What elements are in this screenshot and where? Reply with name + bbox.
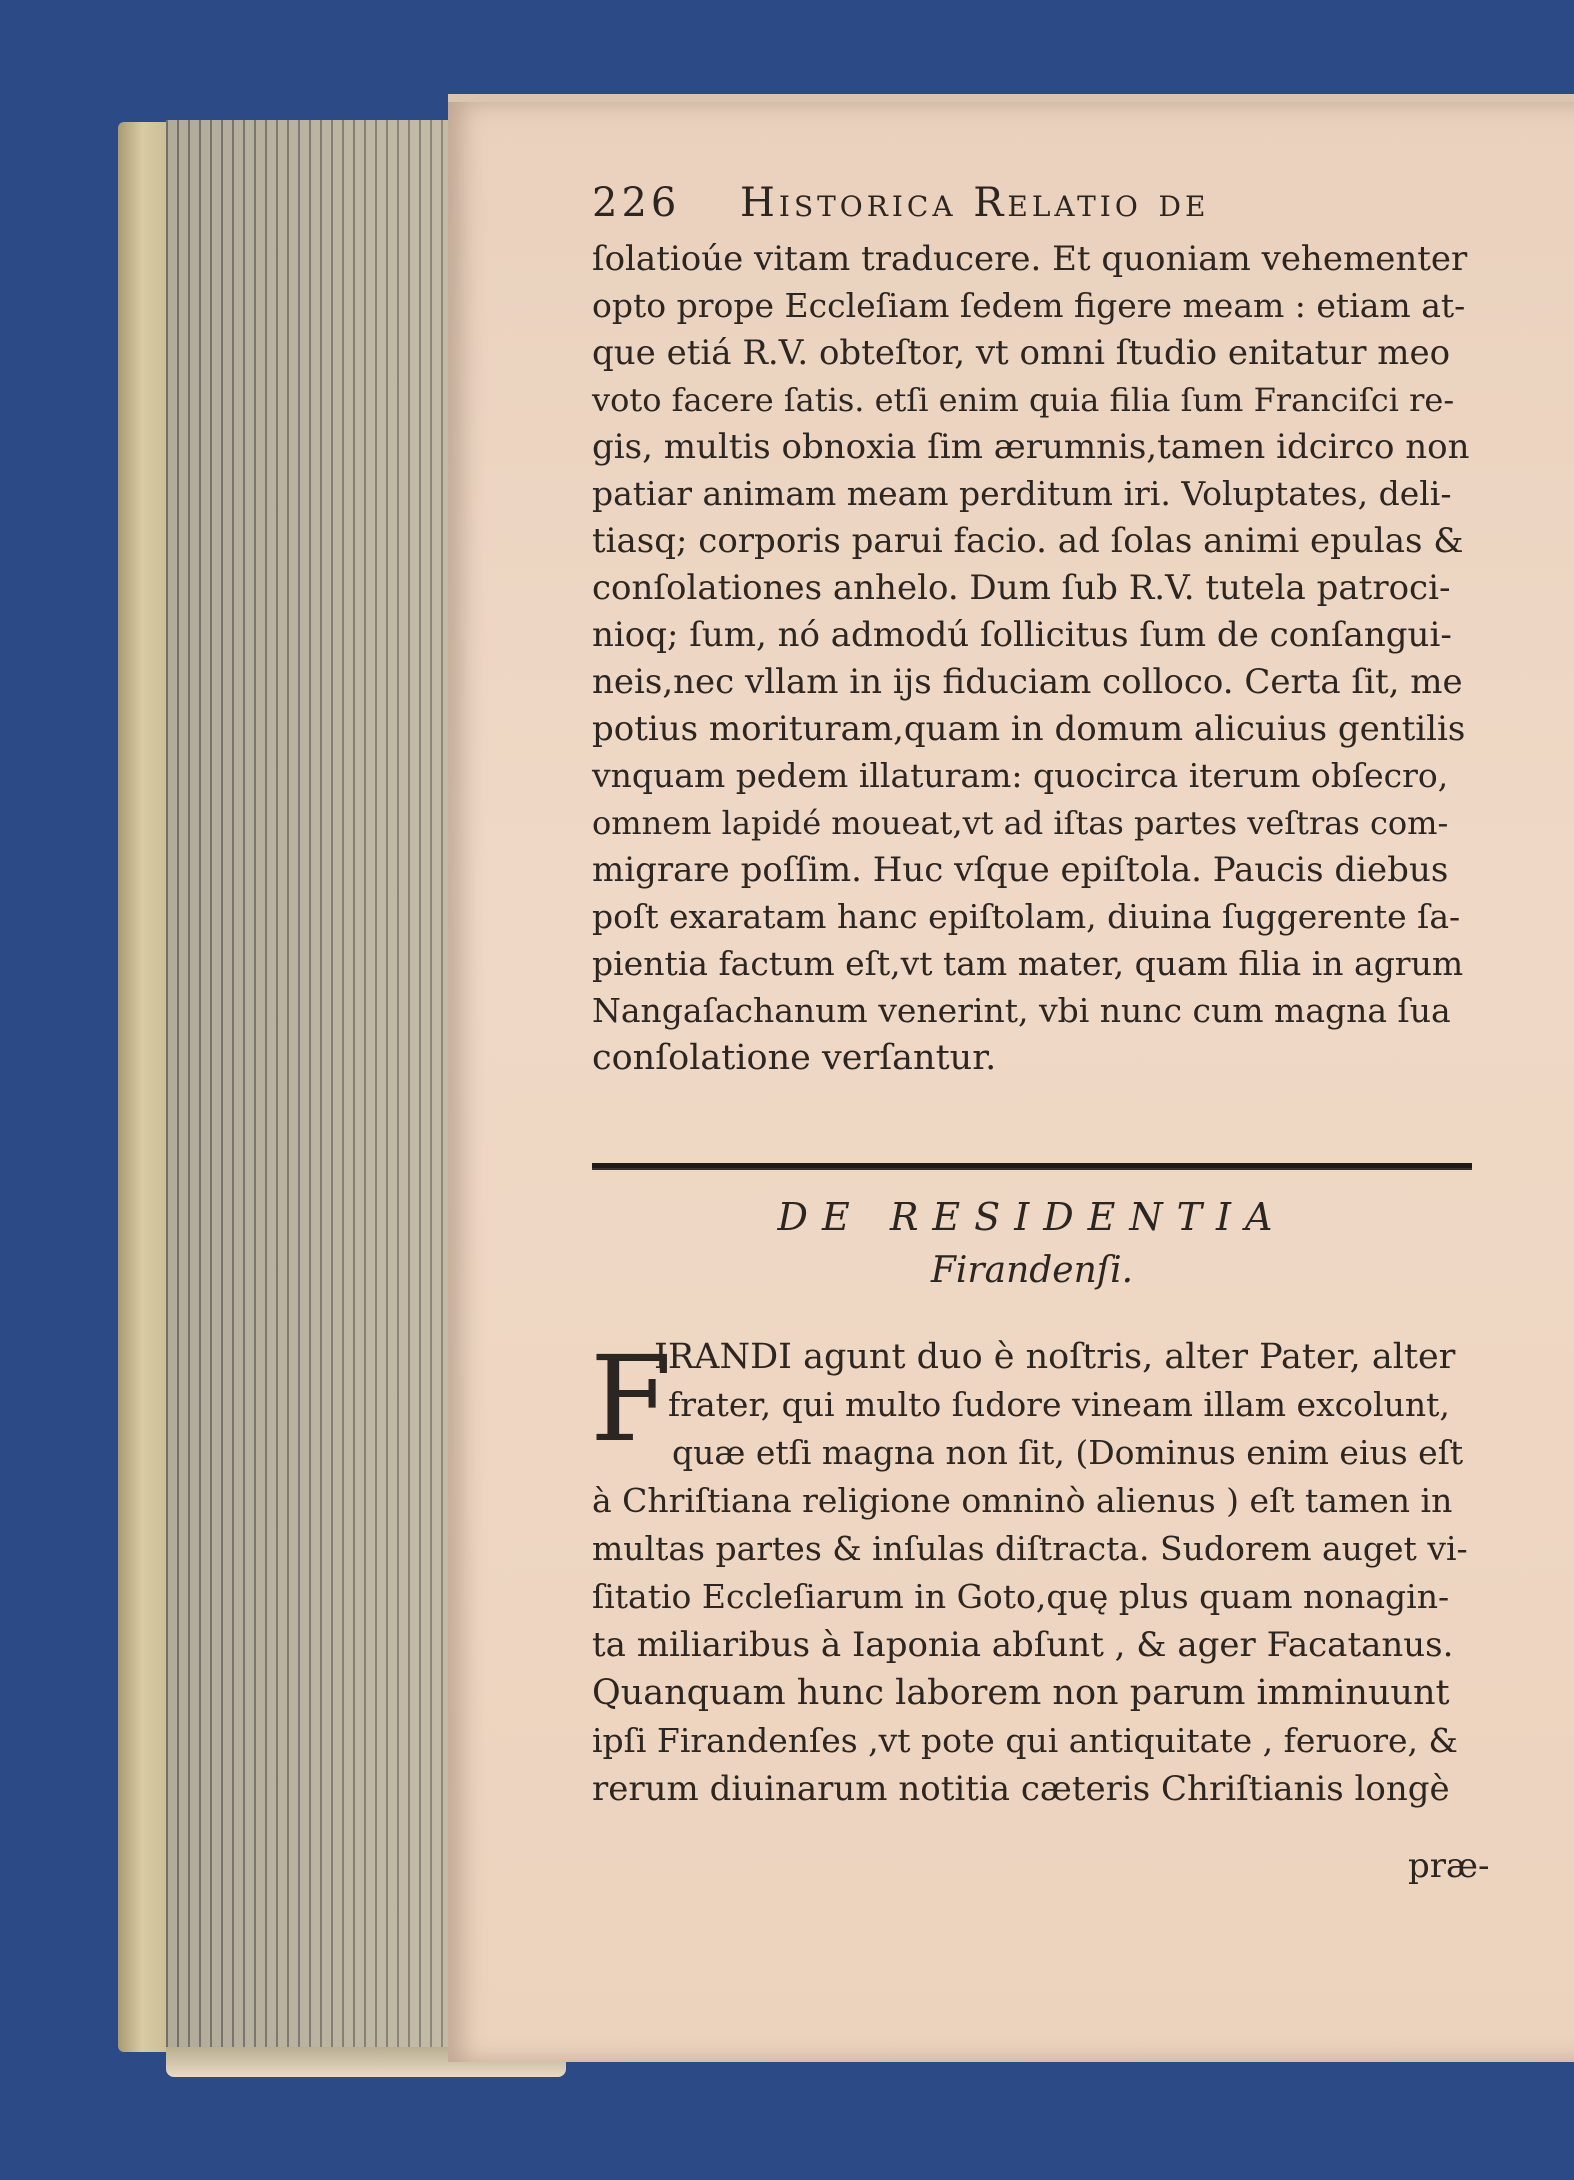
body-line: neis,nec vllam in ijs fiduciam colloco. Certa ſit, me xyxy=(592,662,1463,702)
body-line: patiar animam meam perditum iri. Voluptates, deli- xyxy=(592,474,1452,513)
section-line: IRANDI agunt duo è noſtris, alter Pater, alter xyxy=(654,1337,1456,1377)
section-line: ſitatio Eccleſiarum in Goto,quę plus quam nonagin- xyxy=(592,1577,1450,1616)
body-line: tiasq; corporis parui facio. ad ſolas animi epulas & xyxy=(592,521,1464,561)
body-line: voto facere ſatis. etſi enim quia filia ſum Franciſci re- xyxy=(592,381,1455,419)
body-line: nioq; ſum, nó admodú ſollicitus ſum de conſangui- xyxy=(592,615,1452,655)
body-line: que etiá R.V. obteſtor, vt omni ſtudio enitatur meo xyxy=(592,333,1451,373)
page-number: 226 xyxy=(592,180,681,226)
body-line: pientia factum eſt,vt tam mater, quam filia in agrum xyxy=(592,944,1464,983)
section-rule xyxy=(592,1163,1472,1170)
body-line: opto prope Eccleſiam ſedem figere meam : etiam at- xyxy=(592,286,1466,325)
running-head xyxy=(592,180,1472,232)
section-line: multas partes & inſulas diſtracta. Sudorem auget vi- xyxy=(592,1529,1468,1568)
body-line: omnem lapidé moueat,vt ad iſtas partes veſtras com- xyxy=(592,804,1449,842)
section-line: quæ etſi magna non ſit, (Dominus enim eius eſt xyxy=(672,1433,1464,1472)
running-title: Historica Relatio de xyxy=(740,180,1210,226)
body-line: gis, multis obnoxia ſim ærumnis,tamen idcirco non xyxy=(592,427,1470,467)
body-line: Nangaſachanum venerint, vbi nunc cum magna ſua xyxy=(592,991,1451,1030)
section-line: à Chriſtiana religione omninò alienus ) eſt tamen in xyxy=(592,1481,1453,1520)
section-line: Quanquam hunc laborem non parum imminuunt xyxy=(592,1673,1450,1713)
section-line: ta miliaribus à Iaponia abſunt , & ager Facatanus. xyxy=(592,1625,1454,1665)
section-title: DE RESIDENTIA xyxy=(777,1195,1287,1239)
body-line: conſolationes anhelo. Dum ſub R.V. tutela patroci- xyxy=(592,568,1451,608)
drop-cap: F xyxy=(590,1330,672,1468)
catchword: præ- xyxy=(1408,1846,1490,1886)
section-line: rerum diuinarum notitia cæteris Chriſtianis longè xyxy=(592,1769,1450,1809)
body-line: conſolatione verſantur. xyxy=(592,1038,997,1078)
body-line: poſt exaratam hanc epiſtolam, diuina ſuggerente ſa- xyxy=(592,897,1461,936)
body-line: potius morituram,quam in domum alicuius gentilis xyxy=(592,709,1466,749)
body-line: vnquam pedem illaturam: quocirca iterum obſecro, xyxy=(592,756,1449,795)
section-line: frater, qui multo ſudore vineam illam excolunt, xyxy=(668,1385,1450,1424)
body-line: migrare poſſim. Huc vſque epiſtola. Paucis diebus xyxy=(592,850,1449,890)
section-line: ipſi Firandenſes ,vt pote qui antiquitate , feruore, & xyxy=(592,1721,1458,1760)
body-line: ſolatioúe vitam traducere. Et quoniam vehementer xyxy=(592,239,1468,279)
section-subtitle: Firandenſi. xyxy=(930,1250,1134,1291)
